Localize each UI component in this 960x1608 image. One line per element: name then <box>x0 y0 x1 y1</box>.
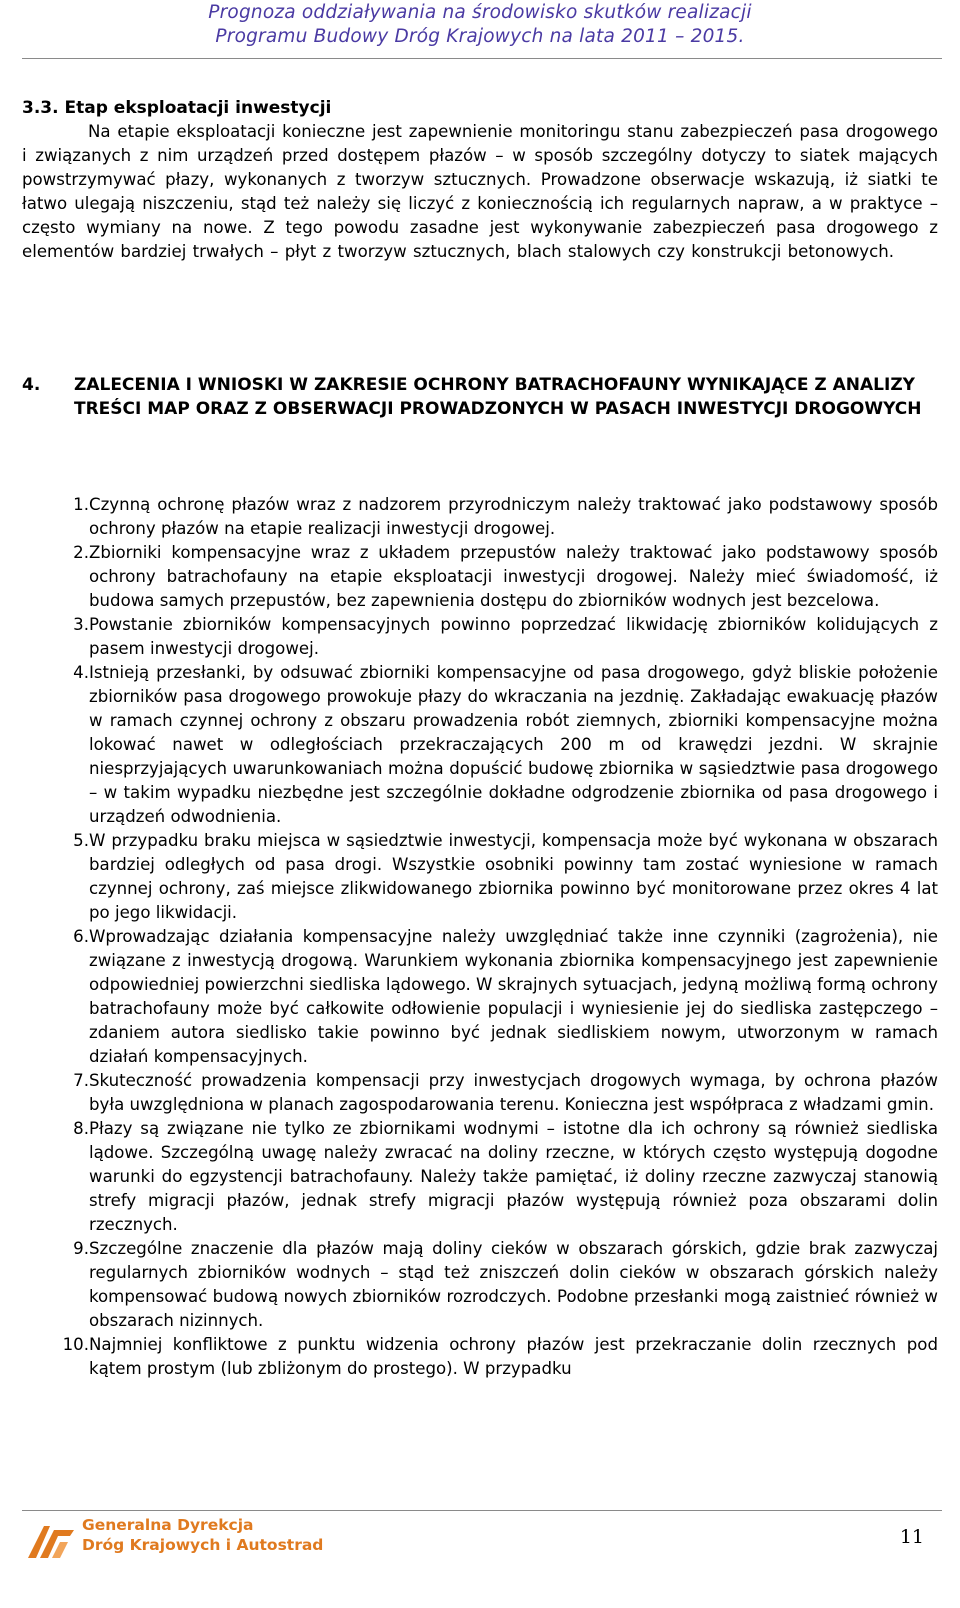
page-number: 11 <box>899 1526 924 1548</box>
list-item <box>22 1237 938 1333</box>
list-item-number: 7. <box>73 1071 89 1090</box>
list-item-text: Powstanie zbiorników kompensacyjnych powinno poprzedzać likwidację zbiorników kolidujących z pasem inwestycji drogowej. <box>89 615 938 658</box>
page-header <box>0 0 960 62</box>
header-line-2: Programu Budowy Dróg Krajowych na lata 2011 – 2015. <box>215 26 745 47</box>
list-item-text: Czynną ochronę płazów wraz z nadzorem przyrodniczym należy traktować jako podstawowy sposób ochrony płazów na etapie realizacji inwestycji drogowej. <box>89 495 938 538</box>
gddkia-logo-icon <box>24 1518 76 1562</box>
list-item-number: 1. <box>73 495 89 514</box>
list-item-text: Wprowadzając działania kompensacyjne należy uwzględniać także inne czynniki (zagrożenia), nie związane z inwestycją drogową. Warunkiem wykonania zbiornika kompensacyjnego jest zapewnienie odpowiedniej powierzchni siedliska lądowego. W skrajnych sytuacjach, jedyną możliwą formą ochrony batrachofauny może być całkowite odłowienie populacji i wyniesienie jej do siedliska zastępczego – zdaniem autora siedlisko takie powinno być jednak siedliskiem nowym, utworzonym w ramach działań kompensacyjnych. <box>89 927 938 1066</box>
list-item-number: 8. <box>73 1119 89 1138</box>
list-item-number: 6. <box>73 927 89 946</box>
list-item-text: Zbiorniki kompensacyjne wraz z układem przepustów należy traktować jako podstawowy sposób ochrony batrachofauny na etapie eksploatacji inwestycji drogowej. Należy mieć świadomość, iż budowa samych przepustów, bez zapewnienia dostępu do zbiorników wodnych jest bezcelowa. <box>89 543 938 610</box>
list-item <box>22 829 938 925</box>
list-item <box>22 1333 938 1381</box>
list-item <box>22 1117 938 1237</box>
list-item <box>22 1069 938 1117</box>
logo-text-line-1: Generalna Dyrekcja <box>82 1516 254 1534</box>
chapter-title: ZALECENIA I WNIOSKI W ZAKRESIE OCHRONY BATRACHOFAUNY WYNIKAJĄCE Z ANALIZY TREŚCI MAP ORAZ Z OBSERWACJI PROWADZONYCH W PASACH INWESTYCJI DROGOWYCH <box>74 375 922 419</box>
chapter-heading <box>22 373 938 421</box>
list-item <box>22 493 938 541</box>
list-item-text: Najmniej konfliktowe z punktu widzenia ochrony płazów jest przekraczanie dolin rzecznych pod kątem prostym (lub zbliżonym do prostego). W przypadku <box>89 1335 938 1378</box>
section-heading: 3.3. Etap eksploatacji inwestycji <box>22 98 332 118</box>
section-3-3 <box>22 96 938 264</box>
list-item-number: 3. <box>73 615 89 634</box>
logo-text-line-2: Dróg Krajowych i Autostrad <box>82 1536 324 1554</box>
list-item <box>22 925 938 1069</box>
list-item-number: 4. <box>73 663 89 682</box>
list-item-text: Skuteczność prowadzenia kompensacji przy inwestycjach drogowych wymaga, by ochrona płazów była uwzględniona w planach zagospodarowania terenu. Konieczna jest współpraca z władzami gmin. <box>89 1071 938 1114</box>
list-item-text: Szczególne znaczenie dla płazów mają doliny cieków w obszarach górskich, gdzie brak zazwyczaj regularnych zbiorników wodnych – stąd też zniszczeń dolin cieków w obszarach górskich należy kompensować budową nowych zbiorników rozrodczych. Podobne przesłanki mogą zaistnieć również w obszarach nizinnych. <box>89 1239 938 1330</box>
header-divider <box>22 58 942 59</box>
list-item-number: 9. <box>73 1239 89 1258</box>
list-item-text: Płazy są związane nie tylko ze zbiornikami wodnymi – istotne dla ich ochrony są również siedliska lądowe. Szczególną uwagę należy zwracać na doliny rzeczne, w których często występują dogodne warunki do egzystencji batrachofauny. Należy także pamiętać, iż doliny rzeczne zazwyczaj stanowią strefy migracji płazów, jednak strefy migracji płazów występują również poza obszarami dolin rzecznych. <box>89 1119 938 1234</box>
list-item-number: 10. <box>62 1335 89 1354</box>
list-item <box>22 661 938 829</box>
recommendations-list <box>22 493 938 1381</box>
header-line-1: Prognoza oddziaływania na środowisko skutków realizacji <box>208 2 752 23</box>
chapter-number: 4. <box>22 375 41 395</box>
list-item <box>22 613 938 661</box>
section-paragraph: Na etapie eksploatacji konieczne jest zapewnienie monitoringu stanu zabezpieczeń pasa drogowego i związanych z nim urządzeń przed dostępem płazów – w sposób szczególny dotyczy to siatek mających powstrzymywać płazy, wykonanych z tworzyw sztucznych. Prowadzone obserwacje wskazują, iż siatki te łatwo ulegają niszczeniu, stąd też należy się liczyć z koniecznością ich regularnych napraw, a w praktyce – często wymiany na nowe. Z tego powodu zasadne jest wykonywanie zabezpieczeń pasa drogowego z elementów bardziej trwałych – płyt z tworzyw sztucznych, blach stalowych czy konstrukcji betonowych. <box>22 122 938 261</box>
list-item-number: 5. <box>73 831 89 850</box>
list-item <box>22 541 938 613</box>
list-item-number: 2. <box>73 543 89 562</box>
list-item-text: W przypadku braku miejsca w sąsiedztwie inwestycji, kompensacja może być wykonana w obszarach bardziej odległych od pasa drogi. Wszystkie osobniki powinny tam zostać wyniesione w ramach czynnej ochrony, zaś miejsce zlikwidowanego zbiornika powinno być monitorowane przez okres 4 lat po jego likwidacji. <box>89 831 938 922</box>
footer-divider <box>22 1510 942 1511</box>
list-item-text: Istnieją przesłanki, by odsuwać zbiorniki kompensacyjne od pasa drogowego, gdyż bliskie położenie zbiorników pasa drogowego prowokuje płazy do wkraczania na jezdnię. Zakładając ewakuację płazów w ramach czynnej ochrony z obszaru prowadzenia robót ziemnych, zbiorniki kompensacyjne można lokować nawet w odległościach przekraczających 200 m od krawędzi jezdni. W skrajnie niesprzyjających uwarunkowaniach można dopuścić budowę zbiornika w sąsiedztwie pasa drogowego – w takim wypadku niezbędne jest szczególnie dokładne odgrodzenie zbiornika od pasa drogowego i urządzeń odwodnienia. <box>89 663 938 826</box>
